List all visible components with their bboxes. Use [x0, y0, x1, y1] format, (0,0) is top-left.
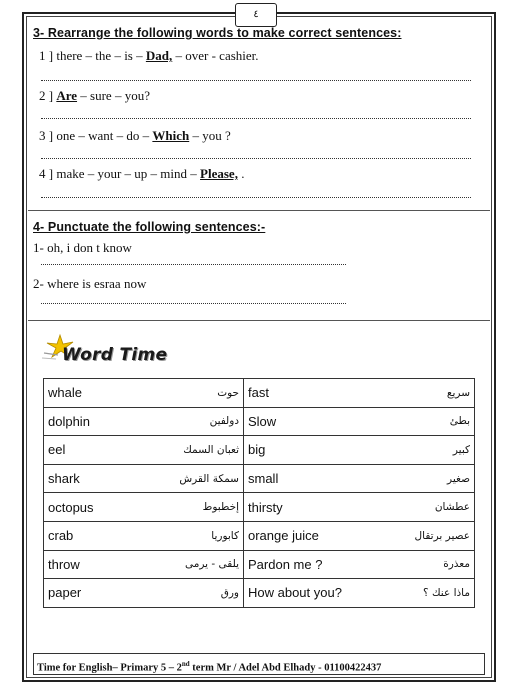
question-4-title: 4- Punctuate the following sentences:- [33, 220, 266, 234]
word-time-logo [42, 333, 222, 373]
vocab-row [44, 464, 475, 493]
answer-line[interactable] [41, 80, 471, 81]
sentence-text: – over - cashier. [172, 48, 259, 63]
english-word: crab [44, 521, 114, 550]
english-word: throw [44, 550, 114, 579]
question-3 [33, 26, 483, 40]
english-word: orange juice [244, 521, 374, 550]
answer-line[interactable] [41, 118, 471, 119]
english-word: shark [44, 464, 114, 493]
arabic-translation: ماذا عنك ؟ [374, 579, 475, 608]
english-word: Pardon me ? [244, 550, 374, 579]
english-word: fast [244, 379, 374, 408]
answer-line[interactable] [41, 197, 471, 198]
arabic-translation: كبير [374, 436, 475, 465]
english-word: octopus [44, 493, 114, 522]
vocab-row [44, 550, 475, 579]
arabic-translation: دولفين [114, 407, 244, 436]
arabic-translation: بطئ [374, 407, 475, 436]
sentence-text: – you ? [189, 128, 231, 143]
q3-sentence-3 [33, 128, 483, 144]
arabic-translation: يلقى - يرمى [114, 550, 244, 579]
english-word: Slow [244, 407, 374, 436]
arabic-translation: عطشان [374, 493, 475, 522]
section-divider [28, 320, 490, 321]
arabic-translation: حوت [114, 379, 244, 408]
vocab-row [44, 407, 475, 436]
page-number: ٤ [235, 3, 277, 27]
sentence-text: 1 ] there – the – is – [39, 48, 146, 63]
arabic-translation: عصير برتقال [374, 521, 475, 550]
english-word: whale [44, 379, 114, 408]
arabic-translation: كابوريا [114, 521, 244, 550]
q3-sentence-2 [33, 88, 483, 104]
answer-line[interactable] [41, 264, 346, 265]
english-word: eel [44, 436, 114, 465]
footer [33, 653, 485, 675]
capitalized-keyword: Please, [200, 166, 238, 181]
english-word: paper [44, 579, 114, 608]
english-word: dolphin [44, 407, 114, 436]
capitalized-keyword: Dad, [145, 48, 173, 63]
answer-line[interactable] [41, 158, 471, 159]
q3-sentence-4 [33, 166, 483, 182]
arabic-translation: معذرة [374, 550, 475, 579]
question-3-title: 3- Rearrange the following words to make correct sentences: [33, 26, 402, 40]
vocab-row [44, 379, 475, 408]
arabic-translation: سريع [374, 379, 475, 408]
arabic-translation: سمكة القرش [114, 464, 244, 493]
capitalized-keyword: Which [152, 128, 190, 143]
footer-superscript: nd [181, 660, 190, 668]
sentence-text: 4 ] make – your – up – mind – [39, 166, 201, 181]
answer-line[interactable] [41, 303, 346, 304]
sentence-text: 2- where is esraa now [33, 276, 147, 291]
english-word: thirsty [244, 493, 374, 522]
vocab-row [44, 493, 475, 522]
sentence-text: – sure – you? [77, 88, 150, 103]
sentence-text: . [237, 166, 245, 181]
q4-sentence-1 [33, 240, 483, 256]
vocabulary-table [43, 378, 475, 608]
section-divider [28, 210, 490, 211]
q3-sentence-1 [33, 48, 483, 64]
capitalized-keyword: Are [56, 88, 78, 103]
vocab-row [44, 436, 475, 465]
sentence-text: 1- oh, i don t know [33, 240, 132, 255]
vocab-row [44, 521, 475, 550]
arabic-translation: ورق [114, 579, 244, 608]
sentence-text: 2 ] [39, 88, 57, 103]
footer-left-text: Time for English– Primary 5 – 2 [37, 662, 182, 674]
arabic-translation: صغير [374, 464, 475, 493]
arabic-translation: ثعبان السمك [114, 436, 244, 465]
vocab-row [44, 579, 475, 608]
word-time-title: Word Time [62, 345, 168, 365]
footer-right-text: term Mr / Adel Abd Elhady - 01100422437 [189, 662, 382, 674]
english-word: How about you? [244, 579, 374, 608]
arabic-translation: إخطبوط [114, 493, 244, 522]
english-word: small [244, 464, 374, 493]
english-word: big [244, 436, 374, 465]
q4-sentence-2 [33, 276, 483, 292]
sentence-text: 3 ] one – want – do – [39, 128, 153, 143]
question-4 [33, 220, 483, 234]
